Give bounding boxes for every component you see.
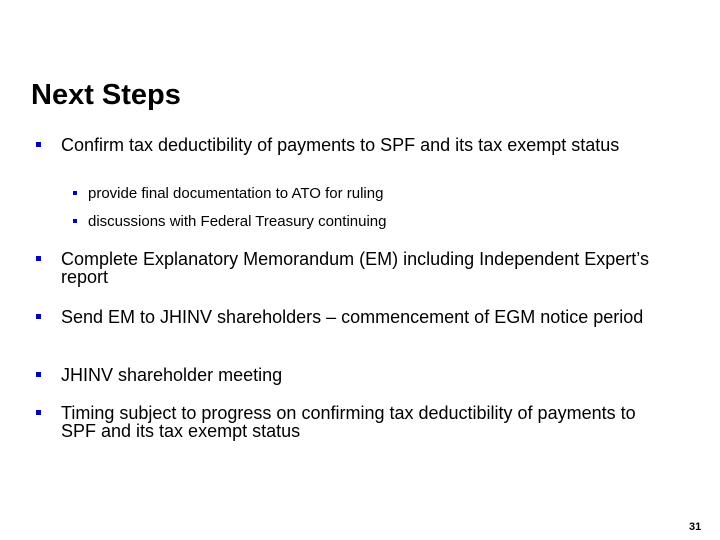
sub-bullet-text: discussions with Federal Treasury continuing <box>88 213 387 230</box>
bullet-item <box>61 308 661 326</box>
sub-bullet-text: provide final documentation to ATO for ruling <box>88 185 384 202</box>
bullet-item <box>61 250 661 286</box>
slide-title: Next Steps <box>31 79 181 111</box>
bullet-item <box>61 366 661 384</box>
square-bullet-icon <box>36 142 41 147</box>
square-bullet-icon <box>36 256 41 261</box>
bullet-text: Confirm tax deductibility of payments to SPF and its tax exempt status <box>61 135 620 155</box>
bullet-text: Timing subject to progress on confirming tax deductibility of payments to SPF and its tax exempt status <box>61 403 636 441</box>
sub-bullet-item <box>88 213 648 231</box>
sub-bullet-item <box>88 185 648 203</box>
bullet-text: Send EM to JHINV shareholders – commencement of EGM notice period <box>61 307 644 327</box>
square-bullet-icon <box>36 372 41 377</box>
bullet-item <box>61 404 661 440</box>
square-bullet-icon <box>36 314 41 319</box>
square-bullet-icon <box>73 191 77 195</box>
page-number: 31 <box>689 521 702 533</box>
square-bullet-icon <box>36 410 41 415</box>
square-bullet-icon <box>73 219 77 223</box>
bullet-item <box>61 136 661 154</box>
bullet-text: Complete Explanatory Memorandum (EM) including Independent Expert’s report <box>61 249 649 287</box>
bullet-text: JHINV shareholder meeting <box>61 365 283 385</box>
